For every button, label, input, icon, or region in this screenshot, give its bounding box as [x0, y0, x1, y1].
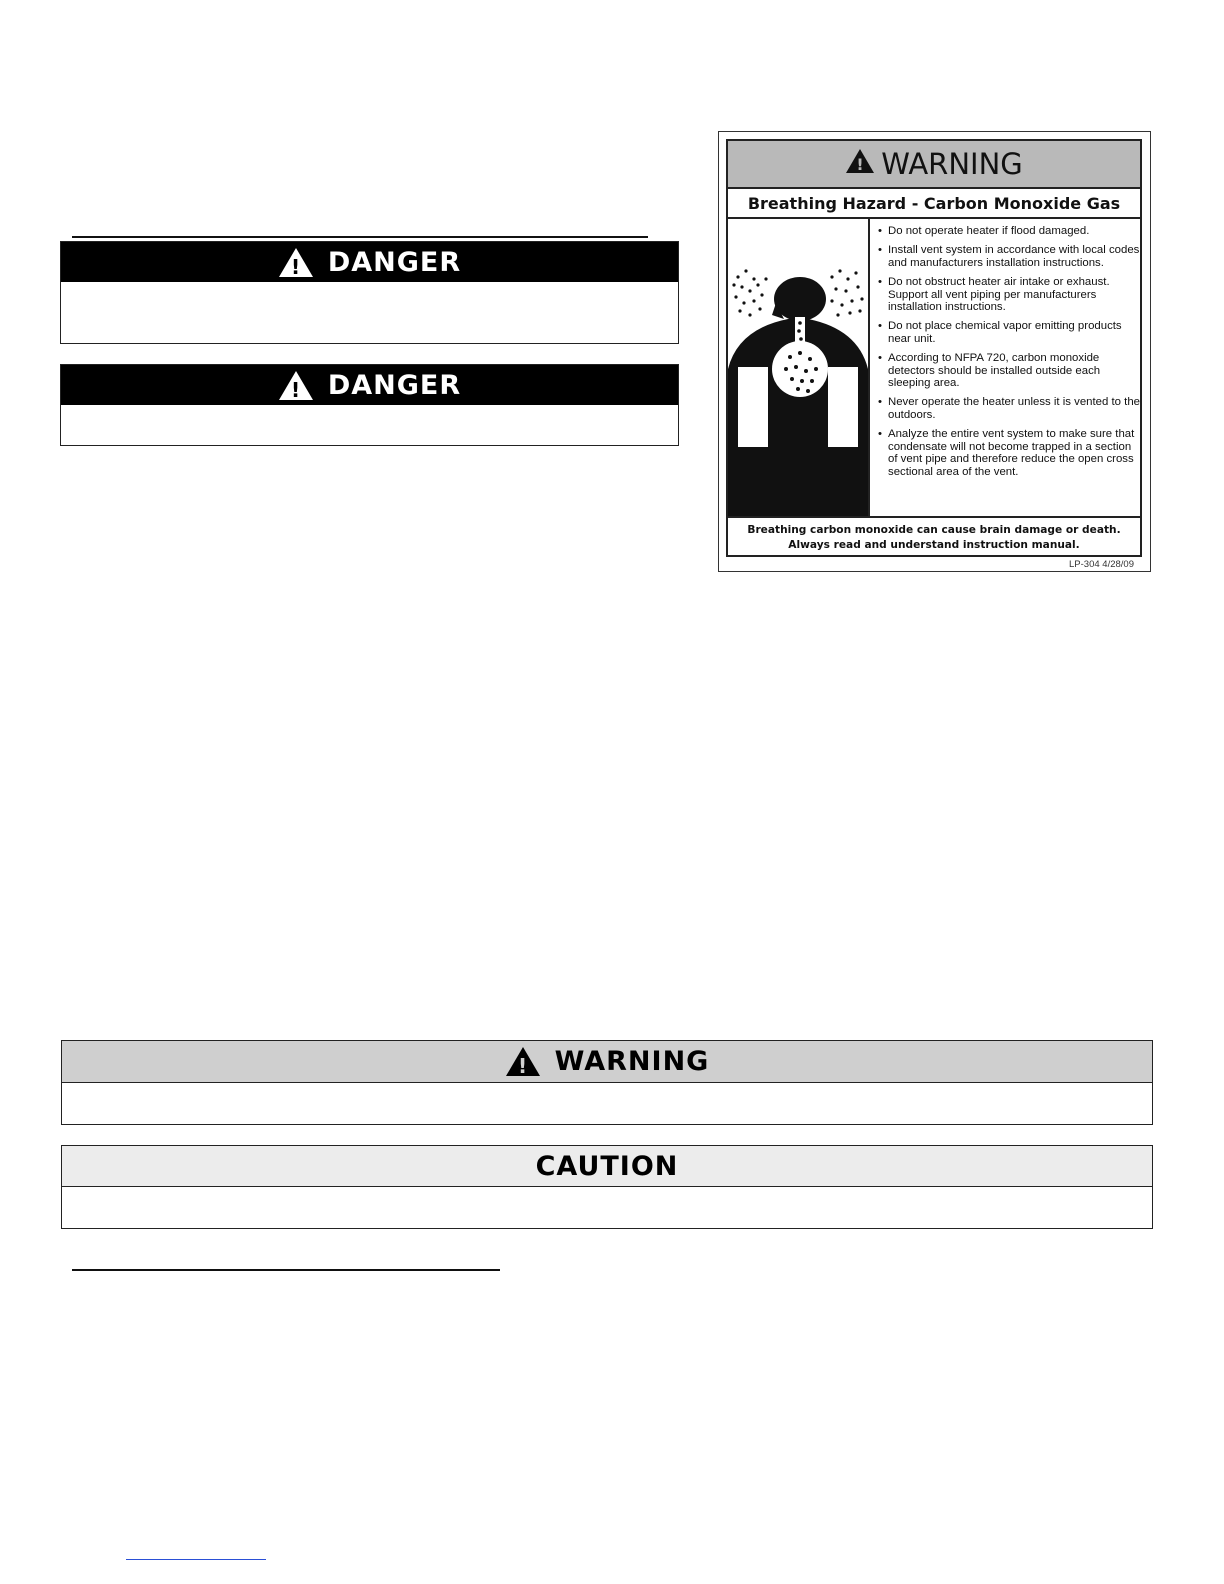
caution-title: CAUTION: [535, 1150, 679, 1182]
warning-label-inner: [726, 139, 1142, 557]
warning-label: [718, 131, 1151, 572]
warning-triangle-icon: [278, 370, 314, 401]
warning-title: WARNING: [554, 1046, 710, 1077]
label-bullet: • Analyze the entire vent system to make sure that condensate will not become trapped in a section of vent pipe and therefore reduce the open cross sectional area of the vent.: [878, 428, 1140, 478]
svg-text:!: !: [290, 377, 301, 401]
label-header: [728, 141, 1140, 189]
svg-text:!: !: [290, 254, 301, 278]
breathing-hazard-pictogram: [728, 219, 870, 516]
caution-box: [61, 1145, 1153, 1229]
label-footer-line-2: Always read and understand instruction manual.: [788, 539, 1080, 551]
danger-box-1: [60, 241, 679, 344]
label-bullet: • According to NFPA 720, carbon monoxide detectors should be installed outside each sleeping area.: [878, 352, 1140, 389]
caution-header: [62, 1146, 1152, 1187]
label-subheader: Breathing Hazard - Carbon Monoxide Gas: [728, 189, 1140, 219]
section-rule-top: [72, 236, 648, 238]
section-rule-bottom: [72, 1269, 500, 1271]
label-bullet-list: [878, 225, 1140, 485]
danger-header-2: [61, 365, 678, 405]
warning-triangle-icon: [505, 1046, 541, 1077]
danger-title-1: DANGER: [327, 246, 462, 278]
warning-box: [61, 1040, 1153, 1125]
label-bullet: • Never operate the heater unless it is vented to the outdoors.: [878, 396, 1140, 421]
danger-box-2: [60, 364, 679, 446]
label-bullet: • Do not operate heater if flood damaged.: [878, 225, 1140, 237]
svg-text:!: !: [856, 155, 864, 174]
label-footer: [728, 518, 1140, 558]
label-title: WARNING: [881, 147, 1023, 181]
danger-title-2: DANGER: [327, 369, 462, 401]
label-bullet: • Install vent system in accordance with local codes and manufacturers installation instructions.: [878, 244, 1140, 269]
link-underline[interactable]: [126, 1559, 266, 1560]
warning-header: [62, 1041, 1152, 1083]
label-bullet: • Do not obstruct heater air intake or exhaust. Support all vent piping per manufacturers installation instructions.: [878, 276, 1140, 313]
label-bullet: • Do not place chemical vapor emitting products near unit.: [878, 320, 1140, 345]
svg-text:!: !: [517, 1054, 528, 1077]
warning-triangle-icon: [278, 247, 314, 278]
label-body: [728, 219, 1140, 518]
label-footer-line-1: Breathing carbon monoxide can cause brain damage or death.: [747, 524, 1121, 536]
warning-triangle-icon: [845, 147, 875, 181]
label-code: LP-304 4/28/09: [1069, 559, 1134, 570]
danger-header-1: [61, 242, 678, 282]
